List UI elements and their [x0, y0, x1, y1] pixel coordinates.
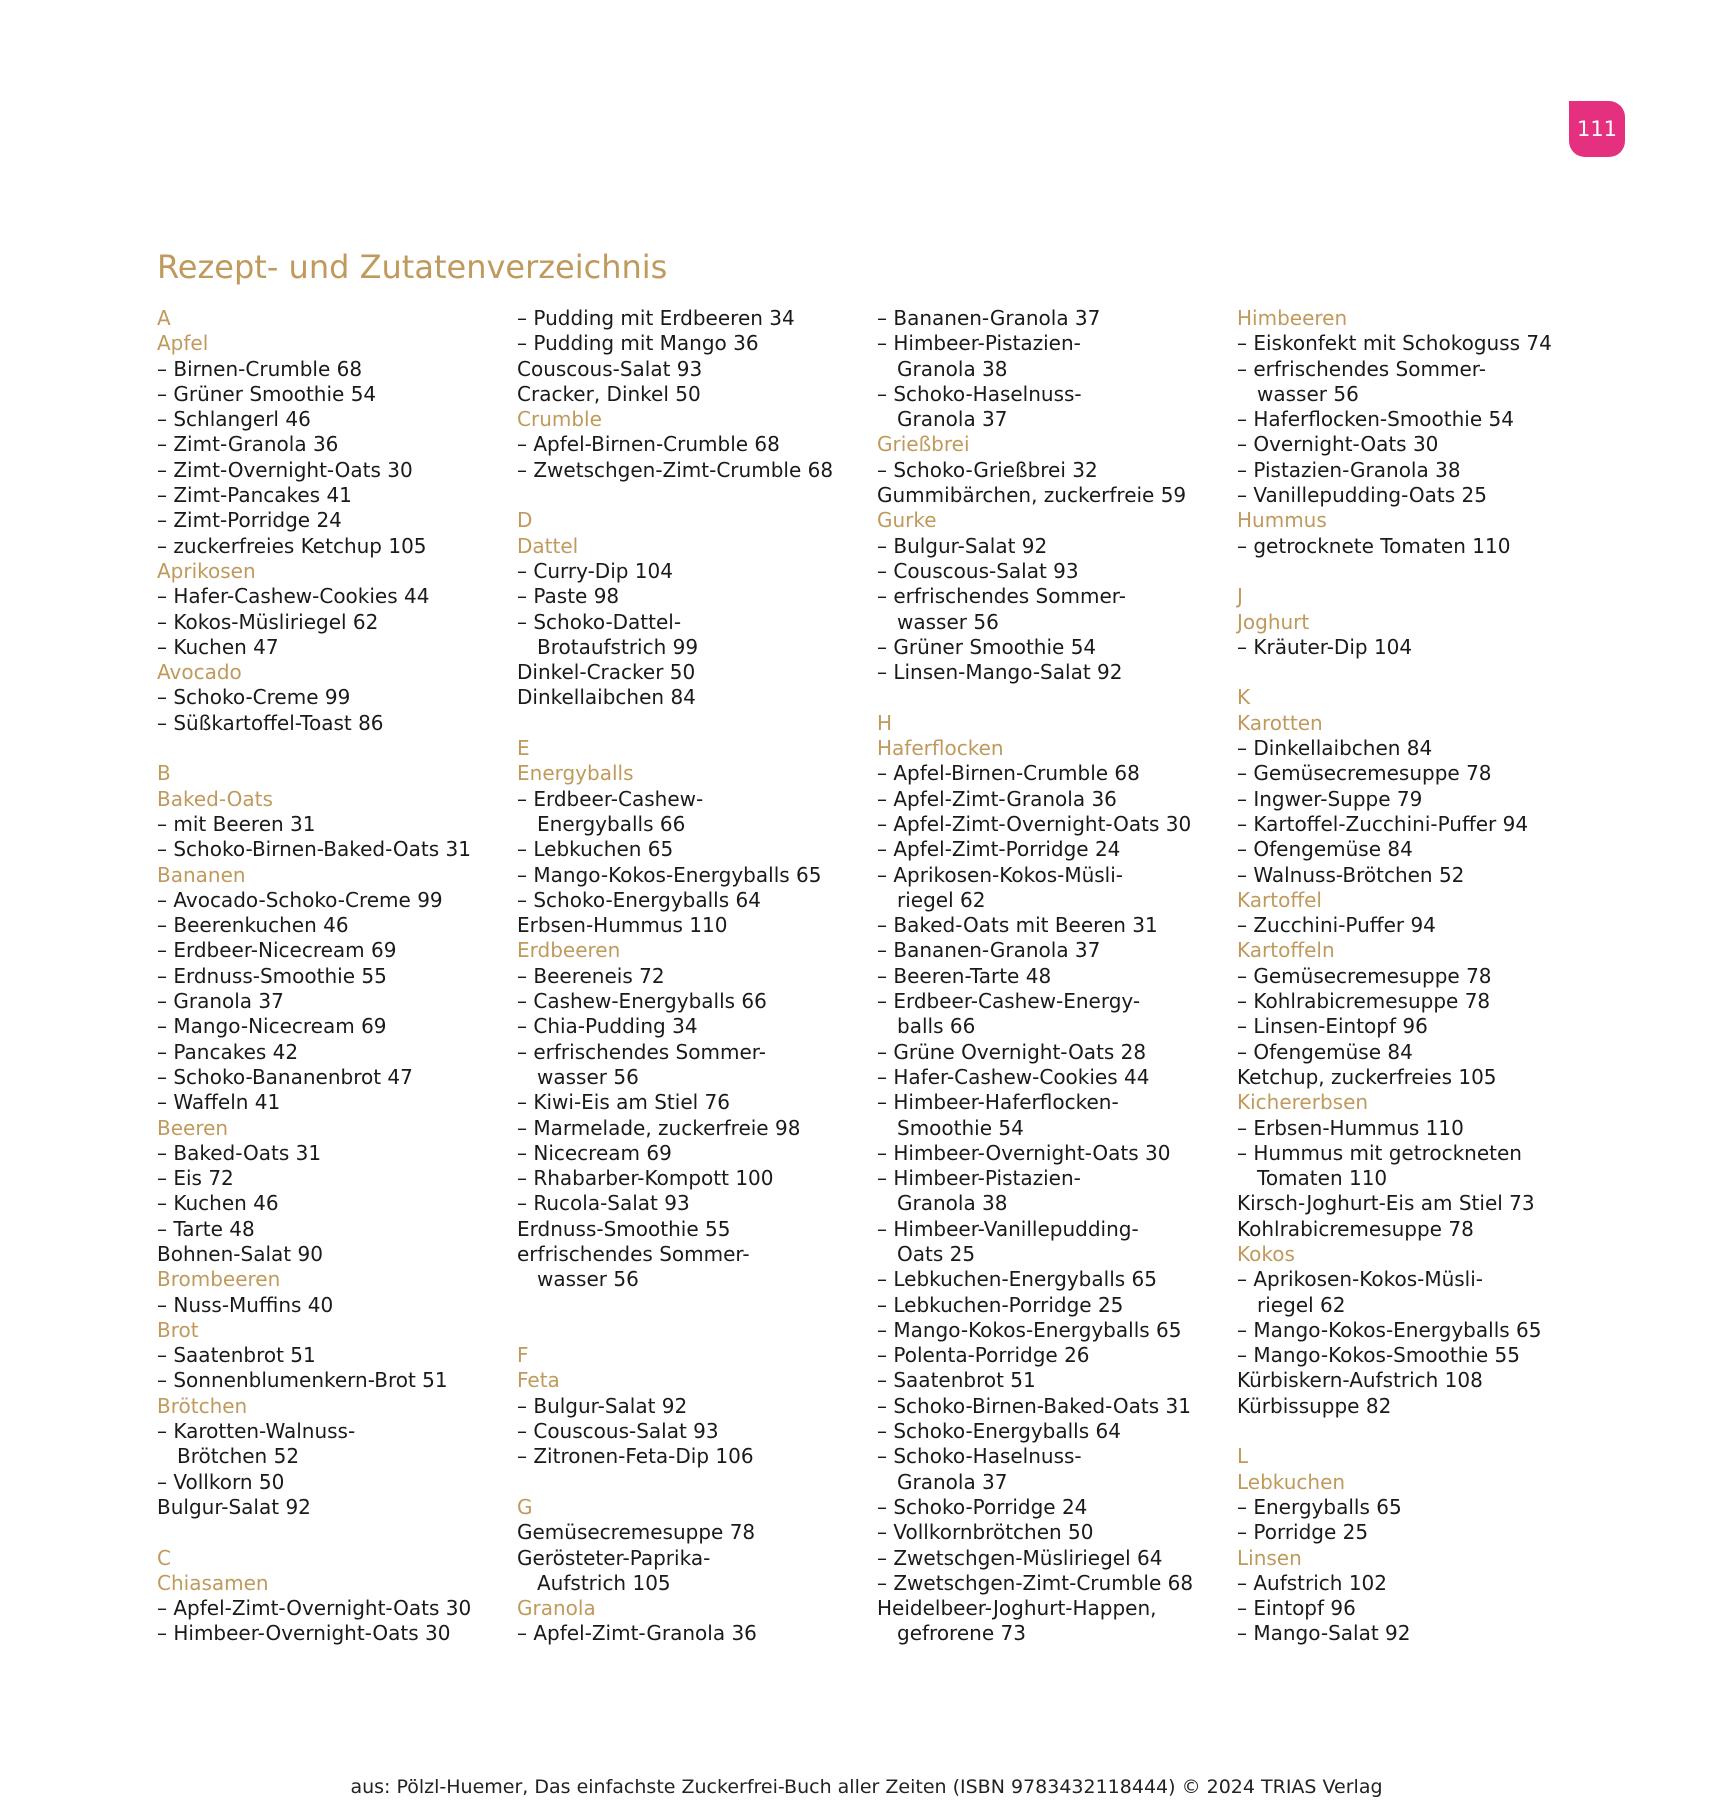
index-subentry: – Beereneis 72 [517, 963, 665, 988]
index-subentry: – Vanillepudding-Oats 25 [1237, 483, 1487, 508]
index-subentry: – Hafer-Cashew-Cookies 44 [157, 584, 430, 609]
index-heading: Energyballs [517, 761, 634, 786]
index-heading: Apfel [157, 331, 209, 356]
index-entry: Bulgur-Salat 92 [157, 1494, 311, 1519]
index-heading: Chiasamen [157, 1570, 269, 1595]
index-entry-continuation: wasser 56 [1257, 381, 1359, 406]
index-spacer [517, 1470, 865, 1495]
index-heading: Karotten [1237, 710, 1323, 735]
index-subentry: – Himbeer-Overnight-Oats 30 [157, 1621, 451, 1646]
index-subentry: – Lebkuchen-Porridge 25 [877, 1292, 1124, 1317]
index-letter: K [1237, 685, 1251, 710]
index-subentry: – Ingwer-Suppe 79 [1237, 786, 1423, 811]
index-heading: Brombeeren [157, 1267, 281, 1292]
index-entry-continuation: Granola 38 [897, 1191, 1008, 1216]
index-subentry: – Zitronen-Feta-Dip 106 [517, 1444, 754, 1469]
index-heading: Feta [517, 1368, 560, 1393]
index-subentry: – Mango-Kokos-Energyballs 65 [877, 1317, 1182, 1342]
index-subentry: – Apfel-Birnen-Crumble 68 [877, 761, 1140, 786]
index-subentry: – Süßkartoffel-Toast 86 [157, 710, 384, 735]
index-subentry: – Schoko-Creme 99 [157, 685, 351, 710]
index-entry-continuation: wasser 56 [897, 609, 999, 634]
index-entry-continuation: gefrorene 73 [897, 1621, 1026, 1646]
index-subentry: – Eis 72 [157, 1166, 234, 1191]
index-subentry: – Lebkuchen 65 [517, 837, 674, 862]
index-subentry: – Schoko-Dattel- [517, 609, 682, 634]
index-entry: Dinkel-Cracker 50 [517, 660, 696, 685]
index-entry: erfrischendes Sommer- [517, 1241, 750, 1266]
index-subentry: – Schlangerl 46 [157, 407, 311, 432]
index-subentry: – Schoko-Haselnuss- [877, 381, 1082, 406]
index-spacer [517, 1293, 865, 1318]
index-subentry: – Sonnenblumenkern-Brot 51 [157, 1368, 448, 1393]
index-subentry: – Kuchen 47 [157, 634, 279, 659]
index-spacer [157, 736, 505, 761]
index-heading: Crumble [517, 407, 602, 432]
index-subentry: – Himbeer-Haferflocken- [877, 1090, 1119, 1115]
index-subentry: – Apfel-Zimt-Granola 36 [877, 786, 1117, 811]
index-spacer [1237, 559, 1585, 584]
index-subentry: – Pistazien-Granola 38 [1237, 457, 1461, 482]
index-letter: F [517, 1343, 529, 1368]
index-entry-continuation: Granola 37 [897, 1469, 1008, 1494]
index-heading: Baked-Oats [157, 786, 273, 811]
index-subentry: – Zimt-Granola 36 [157, 432, 339, 457]
index-subentry: – Porridge 25 [1237, 1520, 1369, 1545]
index-heading: Hummus [1237, 508, 1327, 533]
index-subentry: – Kuchen 46 [157, 1191, 279, 1216]
index-heading: Grießbrei [877, 432, 970, 457]
index-subentry: – Hafer-Cashew-Cookies 44 [877, 1064, 1150, 1089]
index-entry: Gerösteter-Paprika- [517, 1545, 711, 1570]
index-subentry: – Himbeer-Pistazien- [877, 331, 1081, 356]
index-subentry: – Vollkorn 50 [157, 1469, 285, 1494]
index-entry: Heidelbeer-Joghurt-Happen, [877, 1596, 1157, 1621]
index-heading: Joghurt [1237, 609, 1310, 634]
index-subentry: – Couscous-Salat 93 [877, 558, 1079, 583]
index-spacer [517, 483, 865, 508]
index-subentry: – Aufstrich 102 [1237, 1570, 1387, 1595]
index-subentry: – erfrischendes Sommer- [1237, 356, 1486, 381]
index-subentry: – Erdbeer-Cashew- [517, 786, 704, 811]
index-subentry: – Zimt-Overnight-Oats 30 [157, 457, 413, 482]
index-heading: Beeren [157, 1115, 229, 1140]
index-subentry: – Paste 98 [517, 584, 620, 609]
index-subentry: – mit Beeren 31 [157, 811, 316, 836]
index-column-1 [157, 306, 505, 1647]
index-subentry: – Kiwi-Eis am Stiel 76 [517, 1090, 730, 1115]
index-heading: Aprikosen [157, 558, 256, 583]
index-letter: A [157, 306, 171, 330]
index-heading: Brot [157, 1317, 199, 1342]
index-subentry: – Saatenbrot 51 [157, 1343, 316, 1368]
index-entry: Couscous-Salat 93 [517, 356, 703, 381]
index-spacer [517, 711, 865, 736]
index-subentry: – Kartoffel-Zucchini-Puffer 94 [1237, 811, 1529, 836]
index-subentry: – Zwetschgen-Müsliriegel 64 [877, 1545, 1163, 1570]
index-column-2 [517, 306, 865, 1647]
index-spacer [157, 1520, 505, 1545]
index-subentry: – zuckerfreies Ketchup 105 [157, 533, 427, 558]
index-subentry: – Rucola-Salat 93 [517, 1191, 690, 1216]
index-subentry: – Zimt-Pancakes 41 [157, 483, 352, 508]
index-entry: Erdnuss-Smoothie 55 [517, 1216, 731, 1241]
index-subentry: – Erdnuss-Smoothie 55 [157, 963, 387, 988]
index-subentry: – Mango-Nicecream 69 [157, 1014, 387, 1039]
index-entry-continuation: Smoothie 54 [897, 1115, 1024, 1140]
index-subentry: – Erdbeer-Nicecream 69 [157, 938, 397, 963]
index-subentry: – Couscous-Salat 93 [517, 1419, 719, 1444]
index-letter: E [517, 736, 530, 761]
index-subentry: – Dinkellaibchen 84 [1237, 736, 1433, 761]
index-subentry: – getrocknete Tomaten 110 [1237, 533, 1511, 558]
index-subentry: – Gemüsecremesuppe 78 [1237, 761, 1492, 786]
index-heading: Lebkuchen [1237, 1469, 1346, 1494]
index-subentry: – Pancakes 42 [157, 1039, 299, 1064]
index-subentry: – Schoko-Energyballs 64 [517, 887, 761, 912]
index-subentry: – Linsen-Eintopf 96 [1237, 1014, 1428, 1039]
index-subentry: – Schoko-Porridge 24 [877, 1494, 1088, 1519]
index-subentry: – Overnight-Oats 30 [1237, 432, 1439, 457]
index-subentry: – Walnuss-Brötchen 52 [1237, 862, 1465, 887]
index-subentry: – Bulgur-Salat 92 [877, 533, 1048, 558]
index-subentry: – Zwetschgen-Zimt-Crumble 68 [877, 1570, 1194, 1595]
index-subentry: – Apfel-Birnen-Crumble 68 [517, 432, 780, 457]
index-entry: Gummibärchen, zuckerfreie 59 [877, 483, 1187, 508]
index-subentry: – Schoko-Bananenbrot 47 [157, 1064, 413, 1089]
index-entry: Kohlrabicremesuppe 78 [1237, 1216, 1474, 1241]
index-subentry: – Kräuter-Dip 104 [1237, 634, 1413, 659]
index-subentry: – Tarte 48 [157, 1216, 255, 1241]
index-subentry: – Chia-Pudding 34 [517, 1014, 698, 1039]
index-subentry: – Energyballs 65 [1237, 1494, 1402, 1519]
index-entry-continuation: Granola 37 [897, 407, 1008, 432]
index-subentry: – Grüner Smoothie 54 [877, 634, 1097, 659]
index-entry-continuation: Brötchen 52 [177, 1444, 300, 1469]
page-number-badge: 111 [1569, 101, 1625, 157]
index-subentry: – Himbeer-Pistazien- [877, 1166, 1081, 1191]
index-subentry: – Schoko-Birnen-Baked-Oats 31 [157, 837, 471, 862]
index-heading: Bananen [157, 862, 246, 887]
index-heading: Kartoffeln [1237, 938, 1335, 963]
index-heading: Brötchen [157, 1393, 248, 1418]
index-entry: Bohnen-Salat 90 [157, 1241, 323, 1266]
index-subentry: – Schoko-Energyballs 64 [877, 1419, 1121, 1444]
index-subentry: – erfrischendes Sommer- [877, 584, 1126, 609]
index-subentry: – Linsen-Mango-Salat 92 [877, 660, 1123, 685]
index-entry: Cracker, Dinkel 50 [517, 381, 701, 406]
index-letter: B [157, 761, 171, 786]
index-entry: Erbsen-Hummus 110 [517, 913, 728, 938]
index-subentry: – Aprikosen-Kokos-Müsli- [877, 862, 1124, 887]
index-entry-continuation: Brotaufstrich 99 [537, 634, 699, 659]
index-entry: Dinkellaibchen 84 [517, 685, 696, 710]
index-entry-continuation: Aufstrich 105 [537, 1570, 671, 1595]
index-subentry: – Erbsen-Hummus 110 [1237, 1115, 1464, 1140]
index-subentry: – Hummus mit getrockneten [1237, 1140, 1522, 1165]
index-subentry: – Lebkuchen-Energyballs 65 [877, 1267, 1157, 1292]
index-heading: Erdbeeren [517, 938, 621, 963]
index-entry-continuation: balls 66 [897, 1014, 976, 1039]
page-title: Rezept- und Zutatenverzeichnis [157, 248, 668, 286]
index-heading: Kichererbsen [1237, 1090, 1369, 1115]
index-subentry: – Erdbeer-Cashew-Energy- [877, 989, 1141, 1014]
index-subentry: – Nicecream 69 [517, 1140, 672, 1165]
index-subentry: – Curry-Dip 104 [517, 558, 673, 583]
index-subentry: – Grüne Overnight-Oats 28 [877, 1039, 1147, 1064]
index-entry: Kürbissuppe 82 [1237, 1393, 1392, 1418]
index-entry-continuation: Oats 25 [897, 1241, 976, 1266]
index-subentry: – Bananen-Granola 37 [877, 306, 1101, 330]
index-subentry: – Apfel-Zimt-Overnight-Oats 30 [877, 811, 1192, 836]
index-letter: D [517, 508, 533, 533]
index-heading: Kartoffel [1237, 887, 1322, 912]
index-subentry: – Kokos-Müsliriegel 62 [157, 609, 379, 634]
index-entry-continuation: Tomaten 110 [1257, 1166, 1388, 1191]
index-subentry: – Avocado-Schoko-Creme 99 [157, 887, 443, 912]
index-subentry: – Marmelade, zuckerfreie 98 [517, 1115, 801, 1140]
index-subentry: – Karotten-Walnuss- [157, 1419, 356, 1444]
index-subentry: – Eiskonfekt mit Schokoguss 74 [1237, 331, 1552, 356]
index-letter: L [1237, 1444, 1249, 1469]
index-entry-continuation: Granola 38 [897, 356, 1008, 381]
index-heading: Avocado [157, 660, 242, 685]
index-spacer [1237, 660, 1585, 685]
index-subentry: – Eintopf 96 [1237, 1596, 1356, 1621]
index-subentry: – Beeren-Tarte 48 [877, 963, 1052, 988]
index-spacer [877, 685, 1225, 710]
index-entry-continuation: wasser 56 [537, 1267, 639, 1292]
index-column-4 [1237, 306, 1585, 1647]
source-footer: aus: Pölzl-Huemer, Das einfachste Zuckerfrei-Buch aller Zeiten (ISBN 9783432118444) © 2024 TRIAS Verlag [350, 1776, 1383, 1798]
index-entry-continuation: riegel 62 [897, 887, 986, 912]
index-spacer [1237, 1419, 1585, 1444]
index-subentry: – Baked-Oats mit Beeren 31 [877, 913, 1158, 938]
index-entry: Gemüsecremesuppe 78 [517, 1520, 756, 1545]
index-subentry: – Grüner Smoothie 54 [157, 381, 377, 406]
index-subentry: – Nuss-Muffins 40 [157, 1292, 334, 1317]
index-subentry: – Ofengemüse 84 [1237, 1039, 1413, 1064]
index-subentry: – Pudding mit Erdbeeren 34 [517, 306, 795, 330]
index-letter: H [877, 710, 893, 735]
index-entry: Kürbiskern-Aufstrich 108 [1237, 1368, 1483, 1393]
index-subentry: – erfrischendes Sommer- [517, 1039, 766, 1064]
index-subentry: – Vollkornbrötchen 50 [877, 1520, 1094, 1545]
index-heading: Himbeeren [1237, 306, 1348, 330]
index-heading: Kokos [1237, 1241, 1295, 1266]
index-spacer [517, 1318, 865, 1343]
index-subentry: – Birnen-Crumble 68 [157, 356, 363, 381]
index-subentry: – Pudding mit Mango 36 [517, 331, 759, 356]
index-subentry: – Schoko-Birnen-Baked-Oats 31 [877, 1393, 1191, 1418]
index-subentry: – Zimt-Porridge 24 [157, 508, 342, 533]
index-subentry: – Apfel-Zimt-Overnight-Oats 30 [157, 1596, 472, 1621]
index-heading: Granola [517, 1596, 596, 1621]
index-subentry: – Aprikosen-Kokos-Müsli- [1237, 1267, 1484, 1292]
index-subentry: – Himbeer-Vanillepudding- [877, 1216, 1139, 1241]
index-subentry: – Beerenkuchen 46 [157, 913, 349, 938]
index-subentry: – Bulgur-Salat 92 [517, 1393, 688, 1418]
index-subentry: – Bananen-Granola 37 [877, 938, 1101, 963]
index-subentry: – Kohlrabicremesuppe 78 [1237, 989, 1491, 1014]
index-subentry: – Granola 37 [157, 989, 284, 1014]
index-subentry: – Himbeer-Overnight-Oats 30 [877, 1140, 1171, 1165]
index-subentry: – Ofengemüse 84 [1237, 837, 1413, 862]
index-subentry: – Baked-Oats 31 [157, 1140, 322, 1165]
index-subentry: – Apfel-Zimt-Porridge 24 [877, 837, 1121, 862]
index-subentry: – Mango-Kokos-Energyballs 65 [1237, 1317, 1542, 1342]
index-subentry: – Cashew-Energyballs 66 [517, 989, 767, 1014]
index-subentry: – Gemüsecremesuppe 78 [1237, 963, 1492, 988]
index-heading: Haferflocken [877, 736, 1004, 761]
index-entry: Ketchup, zuckerfreies 105 [1237, 1064, 1497, 1089]
index-heading: Dattel [517, 533, 579, 558]
index-subentry: – Mango-Salat 92 [1237, 1621, 1411, 1646]
index-letter: G [517, 1494, 533, 1519]
index-letter: J [1237, 584, 1243, 609]
index-entry: Kirsch-Joghurt-Eis am Stiel 73 [1237, 1191, 1535, 1216]
index-subentry: – Mango-Kokos-Smoothie 55 [1237, 1343, 1520, 1368]
index-subentry: – Schoko-Haselnuss- [877, 1444, 1082, 1469]
index-subentry: – Polenta-Porridge 26 [877, 1343, 1090, 1368]
index-subentry: – Apfel-Zimt-Granola 36 [517, 1621, 757, 1646]
index-subentry: – Rhabarber-Kompott 100 [517, 1166, 774, 1191]
index-heading: Linsen [1237, 1545, 1302, 1570]
index-subentry: – Waffeln 41 [157, 1090, 281, 1115]
index-entry-continuation: Energyballs 66 [537, 811, 686, 836]
index-subentry: – Saatenbrot 51 [877, 1368, 1036, 1393]
index-entry-continuation: wasser 56 [537, 1064, 639, 1089]
index-heading: Gurke [877, 508, 937, 533]
index-subentry: – Zucchini-Puffer 94 [1237, 913, 1436, 938]
index-entry-continuation: riegel 62 [1257, 1292, 1346, 1317]
index-subentry: – Mango-Kokos-Energyballs 65 [517, 862, 822, 887]
index-subentry: – Haferflocken-Smoothie 54 [1237, 407, 1514, 432]
index-subentry: – Schoko-Grießbrei 32 [877, 457, 1098, 482]
index-column-3 [877, 306, 1225, 1647]
index-subentry: – Zwetschgen-Zimt-Crumble 68 [517, 457, 834, 482]
index-letter: C [157, 1545, 171, 1570]
